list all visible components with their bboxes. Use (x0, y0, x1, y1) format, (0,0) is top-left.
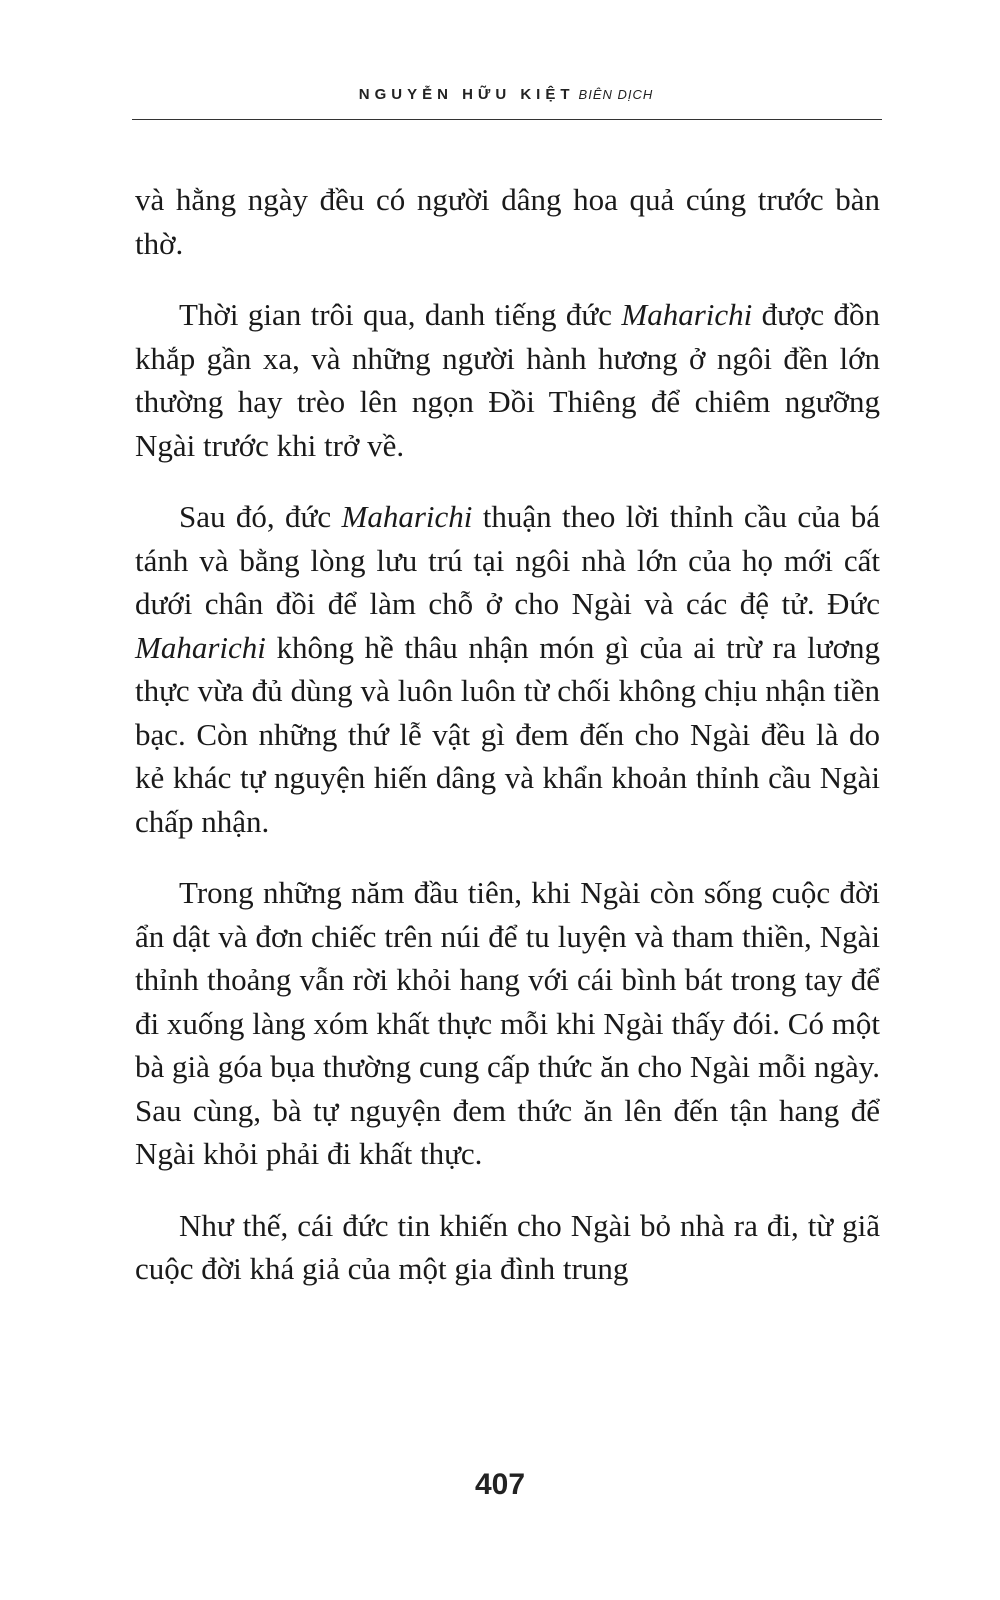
text-run: thuận theo lời thỉnh cầu của bá tánh và bằng lòng lưu trú tại ngôi nhà lớn của họ mới cất dưới chân đồi để làm chỗ ở cho Ngài và các đệ tử. Đức (135, 499, 881, 621)
italic-term: Maharichi (621, 297, 753, 332)
paragraph (135, 178, 880, 265)
text-run: Thời gian trôi qua, danh tiếng đức (179, 297, 622, 332)
italic-term: Maharichi (341, 499, 473, 534)
header-role: BIÊN DỊCH (578, 87, 654, 102)
paragraph (135, 1204, 880, 1291)
running-header (130, 86, 882, 103)
paragraph (135, 293, 880, 467)
header-author: NGUYỄN HỮU KIỆT (358, 86, 575, 103)
text-run: và hằng ngày đều có người dâng hoa quả cúng trước bàn thờ. (135, 182, 880, 261)
paragraph (135, 495, 880, 843)
header-rule (132, 119, 882, 120)
paragraph (135, 871, 880, 1176)
italic-term: Maharichi (135, 629, 266, 665)
text-run: Sau đó, đức (179, 499, 342, 534)
text-run: Trong những năm đầu tiên, khi Ngài còn sống cuộc đời ẩn dật và đơn chiếc trên núi để tu luyện và tham thiền, Ngài thỉnh thoảng vẫn rời khỏi hang với cái bình bát trong tay để đi xuống làng xóm khất thực mỗi khi Ngài thấy đói. Có một bà già góa bụa thường cung cấp thức ăn cho Ngài mỗi ngày. Sau cùng, bà tự nguyện đem thức ăn lên đến tận hang để Ngài khỏi phải đi khất thực. (135, 875, 880, 1171)
page-number: 407 (474, 1468, 526, 1501)
text-run: được đồn khắp gần xa, và những người hành hương ở ngôi đền lớn thường hay trèo lên ngọn Đồi Thiêng để chiêm ngưỡng Ngài trước khi trở về. (135, 297, 880, 463)
text-run: Như thế, cái đức tin khiến cho Ngài bỏ nhà ra đi, từ giã cuộc đời khá giả của một gia đình trung (135, 1207, 880, 1286)
text-run: không hề thâu nhận món gì của ai trừ ra lương thực vừa đủ dùng và luôn luôn từ chối không chịu nhận tiền bạc. Còn những thứ lễ vật gì đem đến cho Ngài đều là do kẻ khác tự nguyện hiến dâng và khẩn khoản thỉnh cầu Ngài chấp nhận. (135, 629, 880, 839)
body-text (135, 178, 880, 1319)
